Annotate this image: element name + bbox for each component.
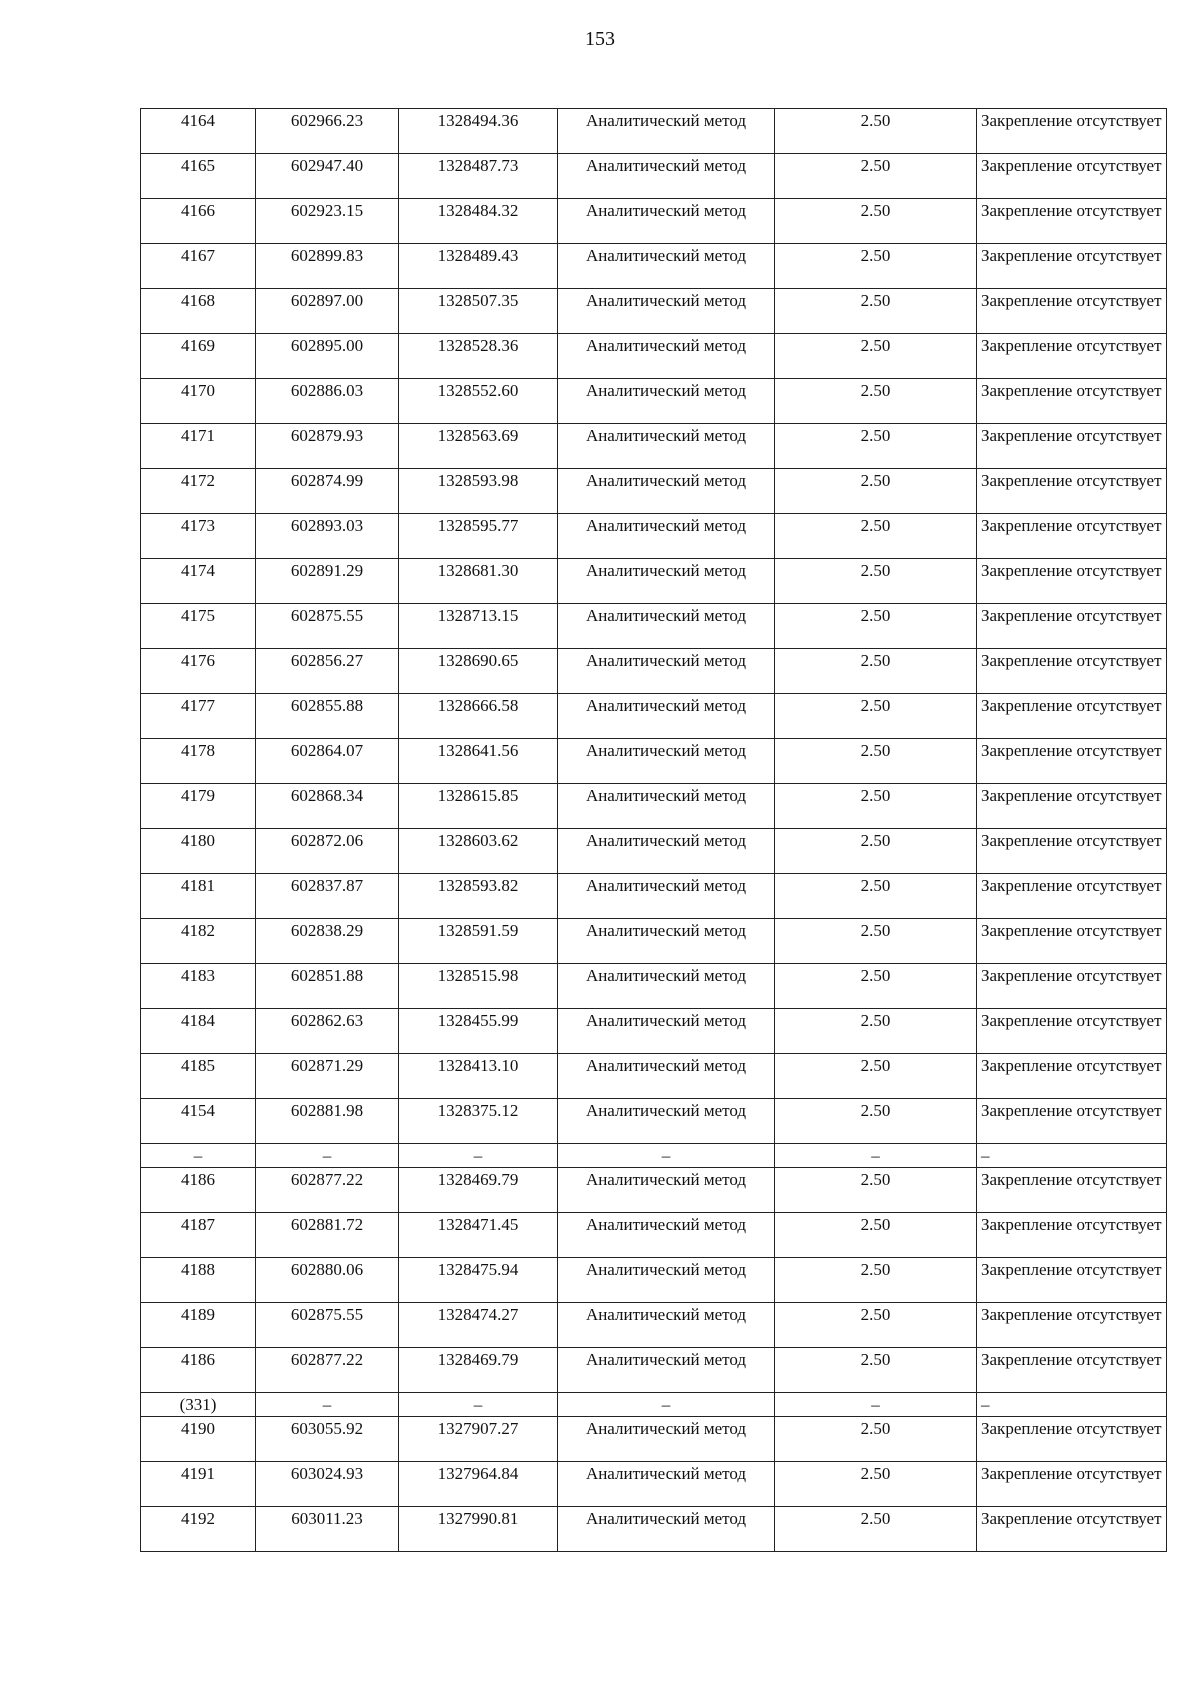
y-coordinate-cell: 1327990.81 — [399, 1507, 558, 1552]
accuracy-cell: 2.50 — [775, 1054, 977, 1099]
table-row — [141, 1054, 1167, 1099]
x-coordinate-cell: – — [256, 1393, 399, 1417]
fixation-cell: Закрепление отсутствует — [977, 1213, 1167, 1258]
method-cell: Аналитический метод — [558, 604, 775, 649]
fixation-cell: Закрепление отсутствует — [977, 379, 1167, 424]
y-coordinate-cell: 1328615.85 — [399, 784, 558, 829]
point-number-cell: 4187 — [141, 1213, 256, 1258]
table-row — [141, 1258, 1167, 1303]
fixation-cell: Закрепление отсутствует — [977, 1417, 1167, 1462]
table-row — [141, 154, 1167, 199]
method-cell: Аналитический метод — [558, 289, 775, 334]
method-cell: Аналитический метод — [558, 1099, 775, 1144]
fixation-cell: Закрепление отсутствует — [977, 649, 1167, 694]
y-coordinate-cell: 1328489.43 — [399, 244, 558, 289]
y-coordinate-cell: 1327907.27 — [399, 1417, 558, 1462]
point-number-cell: 4164 — [141, 109, 256, 154]
coordinates-table — [140, 108, 1167, 1552]
fixation-cell: Закрепление отсутствует — [977, 1258, 1167, 1303]
accuracy-cell: 2.50 — [775, 244, 977, 289]
table-row — [141, 1168, 1167, 1213]
fixation-cell: Закрепление отсутствует — [977, 1348, 1167, 1393]
table-row — [141, 1303, 1167, 1348]
point-number-cell: 4192 — [141, 1507, 256, 1552]
x-coordinate-cell: 602856.27 — [256, 649, 399, 694]
method-cell: Аналитический метод — [558, 1258, 775, 1303]
accuracy-cell: 2.50 — [775, 154, 977, 199]
x-coordinate-cell: 602879.93 — [256, 424, 399, 469]
accuracy-cell: – — [775, 1393, 977, 1417]
fixation-cell: – — [977, 1144, 1167, 1168]
x-coordinate-cell: 602895.00 — [256, 334, 399, 379]
accuracy-cell: 2.50 — [775, 829, 977, 874]
point-number-cell: 4188 — [141, 1258, 256, 1303]
fixation-cell: Закрепление отсутствует — [977, 469, 1167, 514]
fixation-cell: Закрепление отсутствует — [977, 289, 1167, 334]
fixation-cell: Закрепление отсутствует — [977, 1009, 1167, 1054]
x-coordinate-cell: 602966.23 — [256, 109, 399, 154]
x-coordinate-cell: 602864.07 — [256, 739, 399, 784]
point-number-cell: 4166 — [141, 199, 256, 244]
separator-row — [141, 1393, 1167, 1417]
accuracy-cell: 2.50 — [775, 1168, 977, 1213]
point-number-cell: 4165 — [141, 154, 256, 199]
fixation-cell: Закрепление отсутствует — [977, 739, 1167, 784]
fixation-cell: Закрепление отсутствует — [977, 604, 1167, 649]
x-coordinate-cell: 602893.03 — [256, 514, 399, 559]
fixation-cell: Закрепление отсутствует — [977, 964, 1167, 1009]
accuracy-cell: 2.50 — [775, 559, 977, 604]
point-number-cell: 4185 — [141, 1054, 256, 1099]
x-coordinate-cell: 602875.55 — [256, 1303, 399, 1348]
separator-row — [141, 1144, 1167, 1168]
accuracy-cell: 2.50 — [775, 109, 977, 154]
x-coordinate-cell: – — [256, 1144, 399, 1168]
point-number-cell: 4173 — [141, 514, 256, 559]
method-cell: Аналитический метод — [558, 919, 775, 964]
fixation-cell: Закрепление отсутствует — [977, 1303, 1167, 1348]
table-row — [141, 874, 1167, 919]
table-row — [141, 424, 1167, 469]
method-cell: Аналитический метод — [558, 559, 775, 604]
fixation-cell: Закрепление отсутствует — [977, 1168, 1167, 1213]
fixation-cell: Закрепление отсутствует — [977, 829, 1167, 874]
accuracy-cell: 2.50 — [775, 649, 977, 694]
table-row — [141, 379, 1167, 424]
method-cell: Аналитический метод — [558, 514, 775, 559]
table-row — [141, 694, 1167, 739]
fixation-cell: Закрепление отсутствует — [977, 334, 1167, 379]
point-number-cell: 4167 — [141, 244, 256, 289]
method-cell: Аналитический метод — [558, 199, 775, 244]
fixation-cell: Закрепление отсутствует — [977, 1099, 1167, 1144]
y-coordinate-cell: 1328591.59 — [399, 919, 558, 964]
y-coordinate-cell: 1328487.73 — [399, 154, 558, 199]
method-cell: Аналитический метод — [558, 1168, 775, 1213]
point-number-cell: – — [141, 1144, 256, 1168]
accuracy-cell: 2.50 — [775, 874, 977, 919]
x-coordinate-cell: 603055.92 — [256, 1417, 399, 1462]
x-coordinate-cell: 602874.99 — [256, 469, 399, 514]
x-coordinate-cell: 602899.83 — [256, 244, 399, 289]
accuracy-cell: 2.50 — [775, 964, 977, 1009]
y-coordinate-cell: 1328593.82 — [399, 874, 558, 919]
fixation-cell: Закрепление отсутствует — [977, 1462, 1167, 1507]
x-coordinate-cell: 602877.22 — [256, 1168, 399, 1213]
accuracy-cell: 2.50 — [775, 604, 977, 649]
y-coordinate-cell: 1328595.77 — [399, 514, 558, 559]
x-coordinate-cell: 602838.29 — [256, 919, 399, 964]
x-coordinate-cell: 602862.63 — [256, 1009, 399, 1054]
accuracy-cell: 2.50 — [775, 1258, 977, 1303]
table-row — [141, 784, 1167, 829]
table-row — [141, 1099, 1167, 1144]
table-row — [141, 829, 1167, 874]
x-coordinate-cell: 602837.87 — [256, 874, 399, 919]
accuracy-cell: 2.50 — [775, 1213, 977, 1258]
method-cell: Аналитический метод — [558, 784, 775, 829]
x-coordinate-cell: 602877.22 — [256, 1348, 399, 1393]
accuracy-cell: 2.50 — [775, 1507, 977, 1552]
method-cell: – — [558, 1144, 775, 1168]
point-number-cell: 4175 — [141, 604, 256, 649]
y-coordinate-cell: 1328471.45 — [399, 1213, 558, 1258]
fixation-cell: Закрепление отсутствует — [977, 244, 1167, 289]
table-row — [141, 559, 1167, 604]
table-row — [141, 1213, 1167, 1258]
accuracy-cell: 2.50 — [775, 199, 977, 244]
accuracy-cell: – — [775, 1144, 977, 1168]
y-coordinate-cell: 1327964.84 — [399, 1462, 558, 1507]
point-number-cell: 4174 — [141, 559, 256, 604]
y-coordinate-cell: 1328528.36 — [399, 334, 558, 379]
x-coordinate-cell: 602881.72 — [256, 1213, 399, 1258]
point-number-cell: 4190 — [141, 1417, 256, 1462]
y-coordinate-cell: – — [399, 1393, 558, 1417]
accuracy-cell: 2.50 — [775, 784, 977, 829]
page-number: 153 — [585, 28, 615, 50]
point-number-cell: 4179 — [141, 784, 256, 829]
point-number-cell: 4181 — [141, 874, 256, 919]
point-number-cell: 4170 — [141, 379, 256, 424]
accuracy-cell: 2.50 — [775, 424, 977, 469]
table-row — [141, 919, 1167, 964]
method-cell: Аналитический метод — [558, 1009, 775, 1054]
fixation-cell: Закрепление отсутствует — [977, 919, 1167, 964]
accuracy-cell: 2.50 — [775, 1303, 977, 1348]
method-cell: Аналитический метод — [558, 469, 775, 514]
x-coordinate-cell: 602851.88 — [256, 964, 399, 1009]
table-row — [141, 199, 1167, 244]
fixation-cell: Закрепление отсутствует — [977, 874, 1167, 919]
table-row — [141, 1417, 1167, 1462]
table-row — [141, 244, 1167, 289]
method-cell: Аналитический метод — [558, 1507, 775, 1552]
y-coordinate-cell: 1328563.69 — [399, 424, 558, 469]
accuracy-cell: 2.50 — [775, 919, 977, 964]
x-coordinate-cell: 602871.29 — [256, 1054, 399, 1099]
y-coordinate-cell: 1328641.56 — [399, 739, 558, 784]
x-coordinate-cell: 602872.06 — [256, 829, 399, 874]
point-number-cell: 4169 — [141, 334, 256, 379]
accuracy-cell: 2.50 — [775, 1462, 977, 1507]
accuracy-cell: 2.50 — [775, 469, 977, 514]
point-number-cell: 4184 — [141, 1009, 256, 1054]
y-coordinate-cell: 1328475.94 — [399, 1258, 558, 1303]
point-number-cell: 4183 — [141, 964, 256, 1009]
point-number-cell: 4178 — [141, 739, 256, 784]
table-row — [141, 1348, 1167, 1393]
y-coordinate-cell: 1328494.36 — [399, 109, 558, 154]
method-cell: Аналитический метод — [558, 154, 775, 199]
method-cell: Аналитический метод — [558, 694, 775, 739]
fixation-cell: Закрепление отсутствует — [977, 1507, 1167, 1552]
point-number-cell: 4186 — [141, 1168, 256, 1213]
y-coordinate-cell: 1328552.60 — [399, 379, 558, 424]
accuracy-cell: 2.50 — [775, 1348, 977, 1393]
table-row — [141, 1009, 1167, 1054]
y-coordinate-cell: 1328515.98 — [399, 964, 558, 1009]
y-coordinate-cell: 1328593.98 — [399, 469, 558, 514]
accuracy-cell: 2.50 — [775, 379, 977, 424]
coordinates-table-body — [141, 109, 1167, 1552]
table-row — [141, 604, 1167, 649]
y-coordinate-cell: 1328507.35 — [399, 289, 558, 334]
point-number-cell: 4154 — [141, 1099, 256, 1144]
method-cell: Аналитический метод — [558, 964, 775, 1009]
method-cell: – — [558, 1393, 775, 1417]
y-coordinate-cell: 1328474.27 — [399, 1303, 558, 1348]
x-coordinate-cell: 602875.55 — [256, 604, 399, 649]
point-number-cell: 4186 — [141, 1348, 256, 1393]
y-coordinate-cell: 1328455.99 — [399, 1009, 558, 1054]
accuracy-cell: 2.50 — [775, 514, 977, 559]
method-cell: Аналитический метод — [558, 1054, 775, 1099]
x-coordinate-cell: 602881.98 — [256, 1099, 399, 1144]
point-number-cell: (331) — [141, 1393, 256, 1417]
table-row — [141, 109, 1167, 154]
y-coordinate-cell: 1328666.58 — [399, 694, 558, 739]
x-coordinate-cell: 602897.00 — [256, 289, 399, 334]
x-coordinate-cell: 602891.29 — [256, 559, 399, 604]
method-cell: Аналитический метод — [558, 334, 775, 379]
accuracy-cell: 2.50 — [775, 739, 977, 784]
accuracy-cell: 2.50 — [775, 1417, 977, 1462]
method-cell: Аналитический метод — [558, 1417, 775, 1462]
y-coordinate-cell: 1328469.79 — [399, 1348, 558, 1393]
point-number-cell: 4189 — [141, 1303, 256, 1348]
y-coordinate-cell: 1328469.79 — [399, 1168, 558, 1213]
x-coordinate-cell: 602886.03 — [256, 379, 399, 424]
table-row — [141, 739, 1167, 784]
method-cell: Аналитический метод — [558, 874, 775, 919]
method-cell: Аналитический метод — [558, 379, 775, 424]
fixation-cell: Закрепление отсутствует — [977, 559, 1167, 604]
x-coordinate-cell: 602923.15 — [256, 199, 399, 244]
method-cell: Аналитический метод — [558, 1348, 775, 1393]
fixation-cell: Закрепление отсутствует — [977, 199, 1167, 244]
y-coordinate-cell: 1328603.62 — [399, 829, 558, 874]
method-cell: Аналитический метод — [558, 1462, 775, 1507]
fixation-cell: Закрепление отсутствует — [977, 424, 1167, 469]
table-row — [141, 964, 1167, 1009]
point-number-cell: 4177 — [141, 694, 256, 739]
point-number-cell: 4182 — [141, 919, 256, 964]
table-row — [141, 1507, 1167, 1552]
table-row — [141, 514, 1167, 559]
fixation-cell: Закрепление отсутствует — [977, 154, 1167, 199]
table-row — [141, 334, 1167, 379]
x-coordinate-cell: 602855.88 — [256, 694, 399, 739]
fixation-cell: Закрепление отсутствует — [977, 514, 1167, 559]
method-cell: Аналитический метод — [558, 1213, 775, 1258]
y-coordinate-cell: 1328413.10 — [399, 1054, 558, 1099]
y-coordinate-cell: – — [399, 1144, 558, 1168]
method-cell: Аналитический метод — [558, 739, 775, 784]
table-row — [141, 1462, 1167, 1507]
x-coordinate-cell: 603024.93 — [256, 1462, 399, 1507]
accuracy-cell: 2.50 — [775, 289, 977, 334]
point-number-cell: 4172 — [141, 469, 256, 514]
x-coordinate-cell: 602947.40 — [256, 154, 399, 199]
method-cell: Аналитический метод — [558, 829, 775, 874]
point-number-cell: 4171 — [141, 424, 256, 469]
accuracy-cell: 2.50 — [775, 694, 977, 739]
accuracy-cell: 2.50 — [775, 1009, 977, 1054]
method-cell: Аналитический метод — [558, 1303, 775, 1348]
fixation-cell: Закрепление отсутствует — [977, 784, 1167, 829]
point-number-cell: 4180 — [141, 829, 256, 874]
x-coordinate-cell: 602880.06 — [256, 1258, 399, 1303]
method-cell: Аналитический метод — [558, 424, 775, 469]
y-coordinate-cell: 1328690.65 — [399, 649, 558, 694]
fixation-cell: Закрепление отсутствует — [977, 1054, 1167, 1099]
x-coordinate-cell: 602868.34 — [256, 784, 399, 829]
accuracy-cell: 2.50 — [775, 334, 977, 379]
x-coordinate-cell: 603011.23 — [256, 1507, 399, 1552]
method-cell: Аналитический метод — [558, 244, 775, 289]
accuracy-cell: 2.50 — [775, 1099, 977, 1144]
y-coordinate-cell: 1328681.30 — [399, 559, 558, 604]
point-number-cell: 4176 — [141, 649, 256, 694]
y-coordinate-cell: 1328713.15 — [399, 604, 558, 649]
table-row — [141, 469, 1167, 514]
point-number-cell: 4191 — [141, 1462, 256, 1507]
method-cell: Аналитический метод — [558, 109, 775, 154]
point-number-cell: 4168 — [141, 289, 256, 334]
table-row — [141, 649, 1167, 694]
fixation-cell: Закрепление отсутствует — [977, 694, 1167, 739]
fixation-cell: – — [977, 1393, 1167, 1417]
y-coordinate-cell: 1328375.12 — [399, 1099, 558, 1144]
y-coordinate-cell: 1328484.32 — [399, 199, 558, 244]
method-cell: Аналитический метод — [558, 649, 775, 694]
fixation-cell: Закрепление отсутствует — [977, 109, 1167, 154]
table-row — [141, 289, 1167, 334]
